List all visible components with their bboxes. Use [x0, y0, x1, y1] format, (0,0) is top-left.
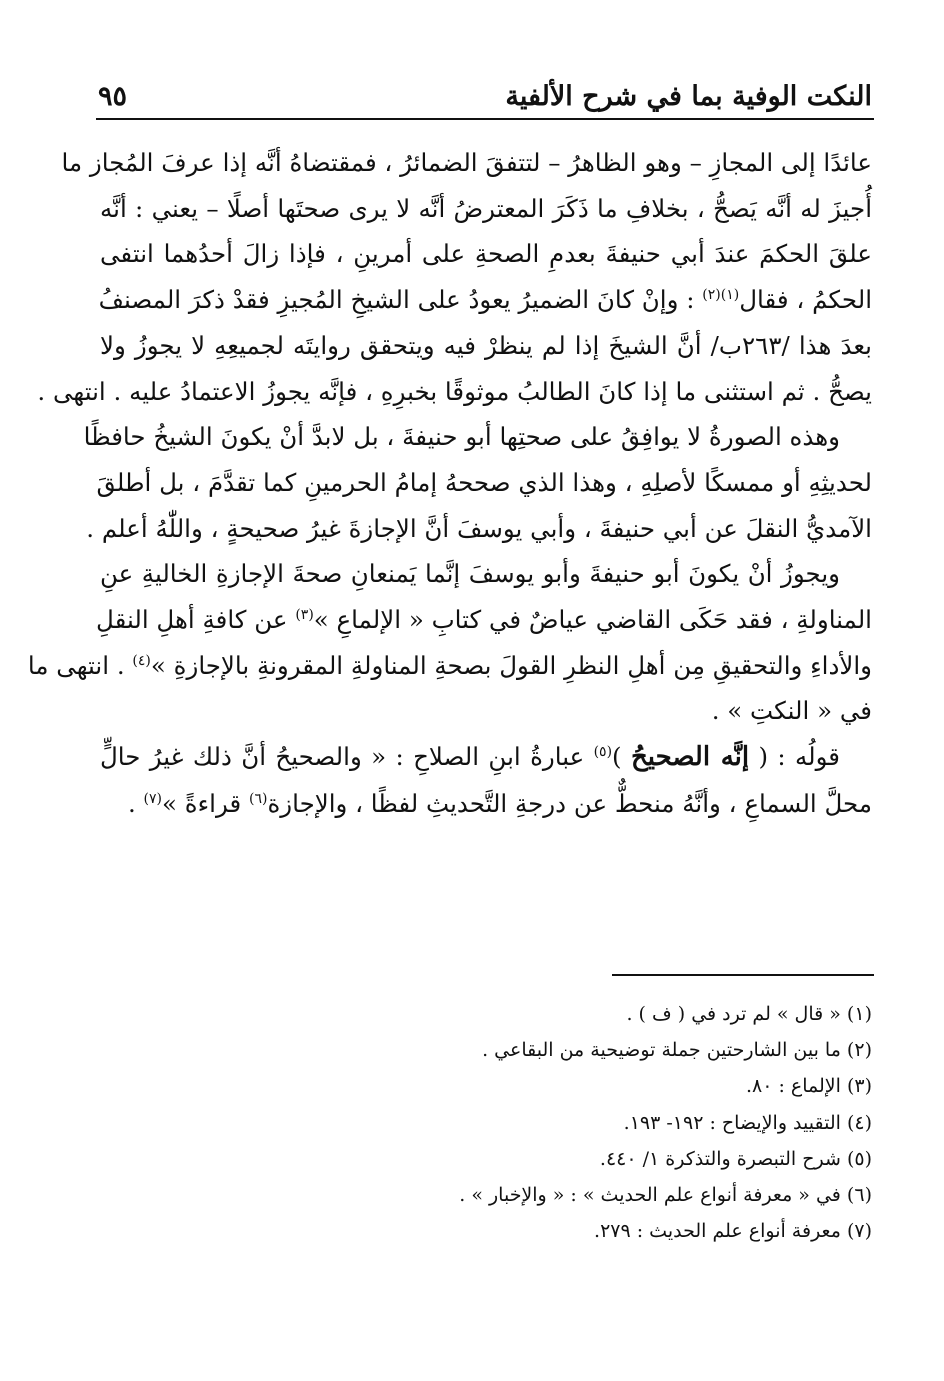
page-number: ٩٥: [98, 81, 128, 112]
text-line: لحديثِهِ أو ممسكًا لأصلِهِ ، وهذا الذي صححهُ إمامُ الحرمينِ كما تقدَّمَ ، بل أطلقَ: [96, 467, 872, 497]
header-rule: [96, 118, 874, 120]
text-line: يصحُّ . ثم استثنى ما إذا كانَ الطالبُ موثوقًا بخبرِهِ ، فإنَّه يجوزُ الاعتمادُ عليه . انتهى .: [37, 376, 872, 406]
text-span: المناولةِ ، فقد حَكَى القاضي عياضٌ في كتابِ « الإلماعِ »: [313, 605, 872, 635]
quoted-keyword: إنَّه الصحيحُ: [630, 742, 750, 773]
footnote: (٣) الإلماع : ٨٠.: [745, 1075, 872, 1098]
text-span: محلَّ السماعِ ، وأنَّهُ منحطٌّ عن درجةِ التَّحديثِ لفظًا ، والإجازة: [267, 788, 872, 818]
text-span: ): [612, 742, 631, 772]
text-line: بعدَ هذا /٢٦٣ب/ أنَّ الشيخَ إذا لم ينظرْ فيه ويتحقق روايتَه لجميعِهِ لا يجوزُ ولا: [100, 330, 872, 360]
text-span: : وإنْ كانَ الضميرُ يعودُ على الشيخِ المُجيزِ فقدْ ذكرَ المصنفُ: [98, 285, 703, 315]
footnote-ref: (٦): [248, 790, 268, 807]
text-span: قولُه : (: [749, 742, 840, 772]
text-line: وهذه الصورةُ لا يوافِقُ على صحتِها أبو حنيفةَ ، بل لابدَّ أنْ يكونَ الشيخُ حافظًا: [83, 422, 840, 452]
footnote: (٤) التقييد والإيضاح : ١٩٢- ١٩٣.: [623, 1111, 872, 1134]
footnote-ref: (١)(٢): [702, 286, 740, 303]
paragraph-3: [27, 551, 872, 734]
body-text: [27, 140, 872, 827]
text-line: [100, 734, 872, 781]
footnote-ref: (٧): [143, 790, 162, 807]
text-line: الآمديُّ النقلَ عن أبي حنيفةَ ، وأبي يوسفَ أنَّ الإجازةَ غيرُ صحيحةٍ ، واللّٰهُ أعلم .: [86, 513, 872, 543]
text-line: أُجيزَ له أنَّه يَصحُّ ، بخلافِ ما ذَكَرَ المعترضُ أنَّه لا يرى صحتَها أصلًا – يعني : أنَّه: [100, 193, 872, 223]
text-line: [96, 597, 872, 643]
paragraph-1: [37, 140, 872, 414]
text-span: عبارةُ ابنِ الصلاحِ : « والصحيحُ أنَّ ذلك غيرُ حالٍّ: [100, 742, 594, 772]
footnote: (٥) شرح التبصرة والتذكرة ١/ ٤٤٠.: [599, 1147, 872, 1170]
text-line: [27, 643, 872, 689]
text-span: عن كافةِ أهلِ النقلِ: [96, 605, 296, 635]
footnote-ref: (٥): [593, 743, 613, 760]
footnote: (٧) معرفة أنواع علم الحديث : ٢٧٩.: [594, 1220, 872, 1243]
paragraph-4: [100, 734, 872, 826]
footnote-rule: [612, 974, 874, 976]
text-line: [100, 277, 872, 323]
text-span: والأداءِ والتحقيقِ مِن أهلِ النظرِ القولَ بصحةِ المناولةِ المقرونةِ بالإجازةِ »: [150, 650, 872, 680]
running-title: النكت الوفية بما في شرح الألفية: [505, 81, 872, 112]
text-line: في « النكتِ » .: [711, 696, 872, 726]
text-span: .: [127, 788, 144, 818]
text-line: علقَ الحكمَ عندَ أبي حنيفةَ بعدمِ الصحةِ على أمرينِ ، فإذا زالَ أحدُهما انتفى: [100, 239, 872, 269]
text-span: قراءةً »: [162, 788, 249, 818]
page-header: [98, 62, 872, 110]
text-line: عائدًا إلى المجازِ – وهو الظاهرُ – لتتفقَ الضمائرُ ، فمقتضاهُ أنَّه إذا عرفَ المُجاز ما: [61, 148, 872, 177]
footnote: (٦) في « معرفة أنواع علم الحديث » : « والإخبار » .: [459, 1184, 872, 1207]
text-line: [100, 781, 872, 827]
text-span: . انتهى ما: [27, 650, 133, 680]
footnote: (١) « قال » لم ترد في ( ف ) .: [626, 1003, 872, 1025]
text-line: ويجوزُ أنْ يكونَ أبو حنيفةَ وأبو يوسفَ إنَّما يَمنعانِ صحةَ الإجازةِ الخاليةِ عنِ: [100, 559, 840, 589]
footnote: (٢) ما بين الشارحتين جملة توضيحية من البقاعي .: [482, 1039, 872, 1062]
paragraph-2: [83, 414, 872, 551]
footnote-ref: (٤): [132, 652, 151, 669]
text-span: الحكمُ ، فقال: [739, 285, 872, 315]
footnote-ref: (٣): [295, 606, 314, 623]
footnotes: [100, 996, 872, 1249]
